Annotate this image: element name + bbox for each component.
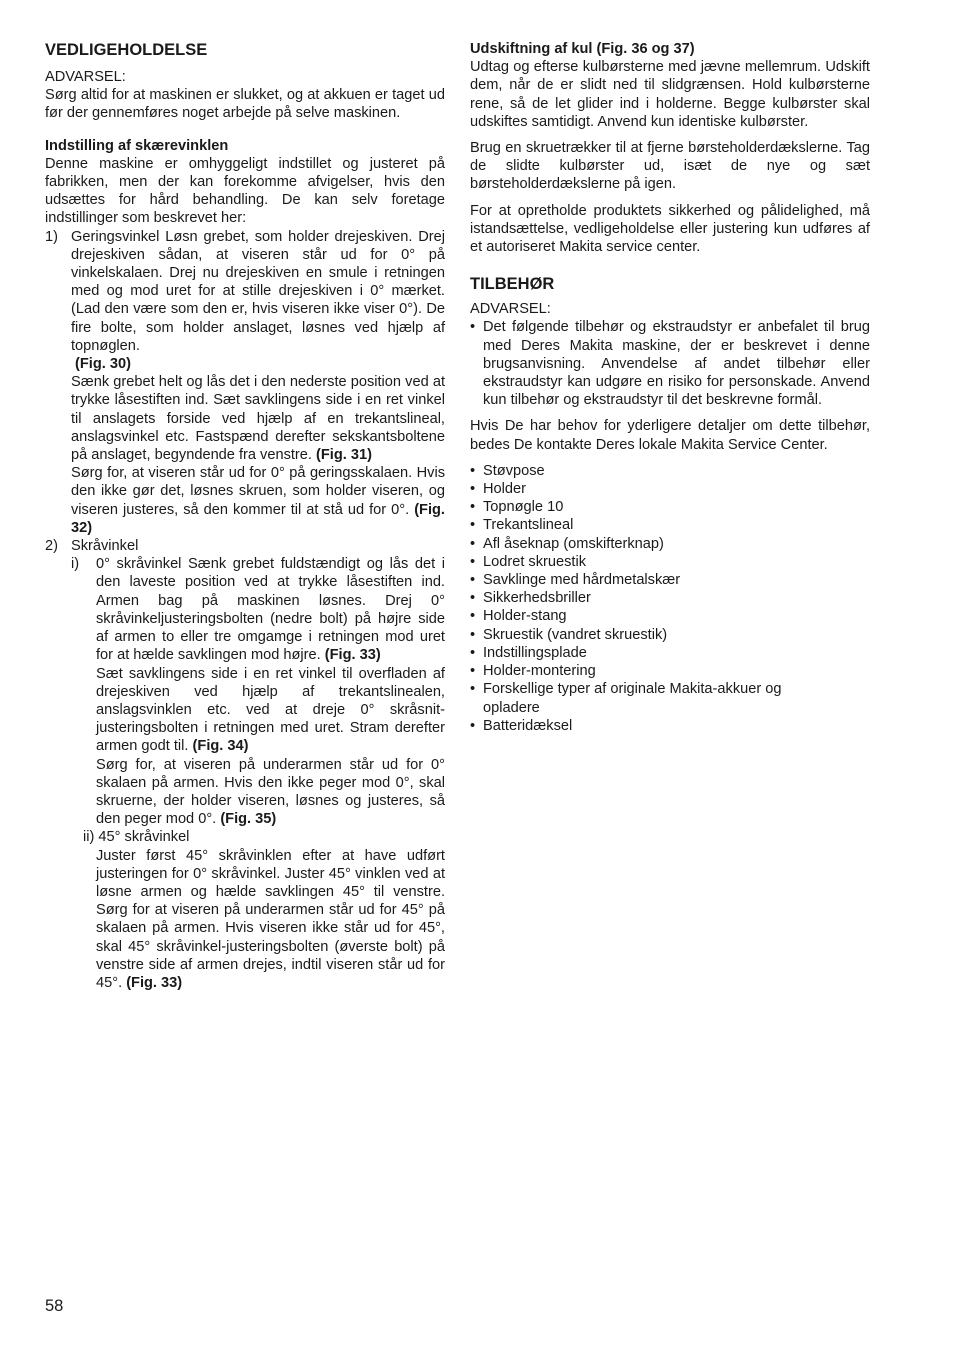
warning-label: ADVARSEL: [45, 69, 126, 85]
accessories-list [470, 462, 870, 735]
subitem-label: i) [71, 556, 80, 573]
subitem-i [71, 555, 445, 828]
subitem-ii [71, 828, 445, 992]
item1-text-a: Geringsvinkel Løsn grebet, som holder drejeskiven. Drej drejeskiven sådan, at viseren står ud for 0° på vinkelskalaen. Drej nu drejeskiven en smule i retningen med og mod uret for at stille drejeskiven i 0° mærket. (Lad den være som den er, hvis viseren ikke viser 0°). De fire bolte, som holder anslaget, løsnes ved hjælp af topnøglen. [71, 228, 445, 354]
list-item: • Batteridæksel [470, 717, 870, 735]
subitem-i-text-a: 0° skråvinkel Sænk grebet fuldstændigt og lås det i den laveste position ved at trykke låsestiften ind. Armen bag på maskinen løsnes. Drej 0° skråvinkeljusteringsbolten (nedre bolt) på højre side af armen to eller tre omgamge i retningen mod uret for at hælde savklingen mod højre. (Fig. 33) [96, 556, 445, 664]
maintenance-heading: VEDLIGEHOLDELSE [45, 41, 208, 59]
cut-angle-heading: Indstilling af skærevinklen [45, 137, 229, 154]
list-item: • Støvpose [470, 462, 870, 480]
fig-ref: (Fig. 32) [71, 501, 445, 536]
brushes-paragraph-3: For at opretholde produktets sikkerhed og pålidelighed, må istandsættelse, vedligeholdelse eller justering kun udføres af et autoriseret Makita service center. [470, 202, 870, 256]
subitem-ii-title: 45° skråvinkel [98, 829, 190, 846]
brushes-heading: Udskiftning af kul (Fig. 36 og 37) [470, 41, 695, 57]
fig-ref: (Fig. 35) [220, 811, 277, 828]
list-item: • Topnøgle 10 [470, 498, 870, 516]
accessories-info: Hvis De har behov for yderligere detaljer om dette tilbehør, bedes De kontakte Deres lokale Makita Service Center. [470, 418, 870, 453]
cut-angle-intro: Denne maskine er omhyggeligt indstillet og justeret på fabrikken, men der kan forekomme afvigelser, hvis den udsættes for hård behandling. De kan selv foretage indstillinger som beskrevet her: [45, 155, 445, 227]
accessories-heading: TILBEHØR [470, 275, 555, 294]
fig-ref: (Fig. 31) [316, 447, 372, 464]
item-number: 2) [45, 538, 58, 555]
fig-ref: (Fig. 33) [126, 974, 183, 991]
list-item: • Skruestik (vandret skruestik) [470, 626, 870, 644]
list-item: • Forskellige typer af originale Makita-akkuer og opladere [470, 680, 870, 716]
brushes-paragraph-2: Brug en skruetrækker til at fjerne børsteholderdækslerne. Tag de slidte kulbørster ud, isæt de nye og sæt børsteholderdækslerne på igen. [470, 140, 870, 193]
fig-ref: (Fig. 34) [192, 738, 249, 755]
list-item: • Trekantslineal [470, 516, 870, 534]
list-item: • Savklinge med hårdmetalskær [470, 571, 870, 589]
fig-ref: (Fig. 33) [324, 647, 381, 664]
list-item-2 [45, 537, 445, 992]
list-item: • Indstillingsplade [470, 644, 870, 662]
accessories-warning-text: • Det følgende tilbehør og ekstraudstyr er anbefalet til brug med Deres Makita maskine, der er beskrevet i denne brugsanvisning. Anvendelse af andet tilbehør eller ekstraudstyr kan udgøre en risiko for personskade. Anvend kun tilbehør og ekstraudstyr til det beskrevne formål. [470, 318, 870, 409]
fig-ref: (Fig. 30) [75, 356, 131, 373]
item1-text-c: Sørg for, at viseren står ud for 0° på geringsskalaen. Hvis den ikke gør det, løsnes skruen, som holder viseren, og viseren justeres, så den kommer til at stå ud for 0°. [71, 465, 445, 518]
item-number: 1) [45, 228, 58, 245]
list-item-1 [45, 228, 445, 537]
list-item: • Sikkerhedsbriller [470, 589, 870, 607]
page-number: 58 [45, 1297, 64, 1315]
list-item: • Lodret skruestik [470, 553, 870, 571]
right-column [470, 40, 870, 735]
accessories-warning-list [470, 318, 870, 409]
subitem-label: ii) [83, 829, 95, 846]
brushes-paragraph-1: Udtag og efterse kulbørsterne med jævne mellemrum. Udskift dem, når de er slidt ned til slidgrænsen. Hold kulbørsterne rene, så de let glider ind i holderne. Begge kulbørster skal udskiftes samtidigt. Anvend kun identiske kulbørster. [470, 59, 870, 130]
item2-title: Skråvinkel [71, 538, 139, 555]
subitem-ii-text: Juster først 45° skråvinklen efter at have udført justeringen for 0° skråvinkel. Juster 45° vinklen ved at løsne armen og hælde savklingen 45° til venstre. Sørg for at viseren på underarmen står ud for 45° på skalaen på armen. Hvis viseren ikke står ud for 45°, skal 45° skråvinkel-justeringsbolten (øverste bolt) på venstre side af armen drejes, indtil viseren står ud for 45°. (Fig. 33) [96, 847, 445, 991]
accessories-warning-label: ADVARSEL: [470, 301, 551, 318]
list-item: • Holder-montering [470, 662, 870, 680]
list-item: • Afl åseknap (omskifterknap) [470, 535, 870, 553]
list-item: • Holder-stang [470, 607, 870, 625]
left-column [45, 40, 445, 992]
list-item: • Holder [470, 480, 870, 498]
subitem-i-text-c: Sørg for, at viseren på underarmen står ud for 0° skalaen på armen. Hvis den ikke peger mod 0°, skal skruerne, der holder viseren, løsnes og justeres, så den peger mod 0°. (Fig. 35) [96, 756, 445, 828]
item1-text-b: Sænk grebet helt og lås det i den nederste position ved at trykke låsestiften ind. Sæt savklingens side i en ret vinkel til anslagets forside ved hjælp af en trekantslineal, anslagsvinkel etc. Fastspænd derefter sekskantsboltene på anslaget, begyndende fra venstre. [71, 374, 445, 464]
subitem-i-text-b: Sæt savklingens side i en ret vinkel til overfladen af drejeskiven ved hjælp af trekantslinealen, anslagsvinklen etc. ved at dreje 0° skråsnit-justeringsbolten i retningen med uret. Stram derefter armen godt til. (Fig. 34) [96, 665, 445, 755]
warning-text: Sørg altid for at maskinen er slukket, og at akkuen er taget ud før der gennemføres noget arbejde på selve maskinen. [45, 87, 445, 122]
